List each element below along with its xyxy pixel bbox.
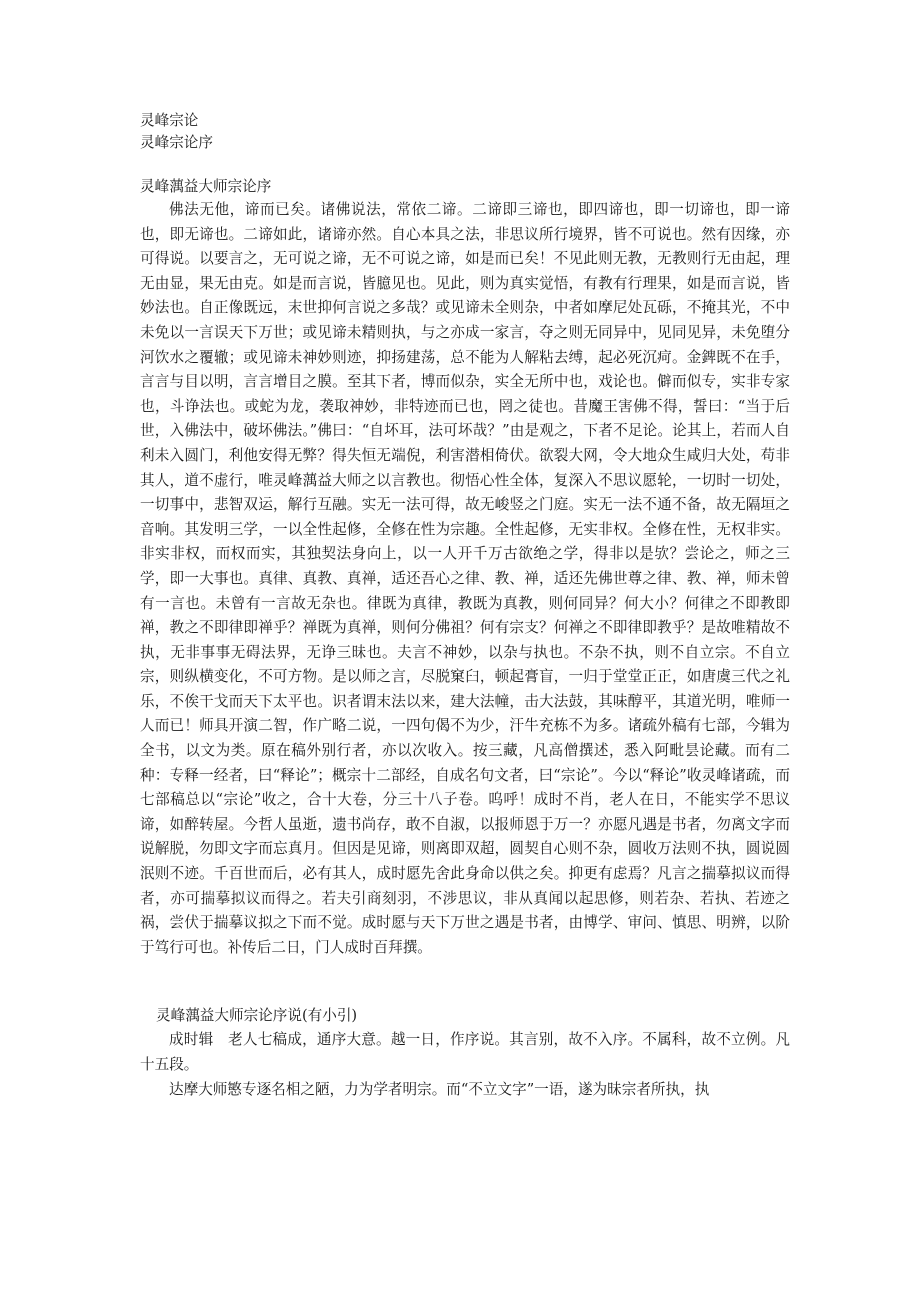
preface-heading: 灵峰蕅益大师宗论序 [140, 178, 272, 195]
document-page [140, 110, 790, 1102]
preface-body: 佛法无他，谛而已矣。诸佛说法，常依二谛。二谛即三谛也，即四谛也，即一切谛也，即一谛也，即无谛也。二谛如此，诸谛亦然。自心本具之法，非思议所行境界，皆不可说也。然有因缘，亦可得说。以要言之，无可说之谛，无不可说之谛，如是而已矣！不见此则无教，无教则行无由起，理无由显，果无由克。如是而言说，皆臆见也。见此，则为真实觉悟，有教有行理果，如是而言说，皆妙法也。自正像既远，末世抑何言说之多哉？或见谛未全则杂，中者如摩尼处瓦砾，不掩其光，不中未免以一言误天下万世；或见谛未精则执，与之亦成一家言，夺之则无同异中，见同见异，未免堕分河饮水之覆辙；或见谛未神妙则迹，抑扬建荡，总不能为人解粘去缚，起必死沉疴。金錍既不在手，言言与目以明，言言增目之膜。至其下者，博而似杂，实全无所中也，戏论也。僻而似专，实非专家也，斗诤法也。或蛇为龙，袭取神妙，非特迹而已也，罔之徒也。昔魔王害佛不得，誓曰：“当于后世，入佛法中，破坏佛法。”佛曰：“自坏耳，法可坏哉？”由是观之，下者不足论。论其上，若而人自利未入圆门，利他安得无弊？得失恒无端倪，利害潜相倚伏。欲裂大网，令大地众生咸归大处，苟非其人，道不虚行，唯灵峰蕅益大师之以言教也。彻悟心性全体，复深入不思议愿轮，一切时一切处，一切事中，悲智双运，解行互融。实无一法可得，故无峻竖之门庭。实无一法不通不备，故无隔垣之音响。其发明三学，一以全性起修，全修在性为宗趣。全性起修，无实非权。全修在性，无权非实。非实非权，而权而实，其独契法身向上，以一人开千万古欲绝之学，得非以是欤？尝论之，师之三学，即一大事也。真律、真教、真禅，适还吾心之律、教、禅，适还先佛世尊之律、教、禅，师未曾有一言也。未曾有一言故无杂也。律既为真律，教既为真教，则何同异？何大小？何律之不即教即禅，教之不即律即禅乎？禅既为真禅，则何分佛祖？何有宗支？何禅之不即律即教乎？是故唯精故不执，无非事事无碍法界，无诤三昧也。夫言不神妙，以杂与执也。不杂不执，则不自立宗。不自立宗，则纵横变化，不可方物。是以师之言，尽脱窠臼，顿起膏盲，一归于堂堂正正，如唐虞三代之礼乐，不俟干戈而天下太平也。识者谓末法以来，建大法幢，击大法鼓，其味醇平，其道光明，唯师一人而已！师具开演二智，作广略二说，一四句偈不为少，汗牛充栋不为多。诸疏外稿有七部，今辑为全书，以文为类。原在稿外别行者，亦以次收入。按三藏，凡高僧撰述，悉入阿毗昙论藏。而有二种：专释一经者，曰“释论”；概宗十二部经，自成名句文者，曰“宗论”。今以“释论”收灵峰诸疏，而七部稿总以“宗论”收之，合十大卷，分三十八子卷。呜呼！成时不肖，老人在日，不能实学不思议谛，如醉转屋。今哲人虽逝，遗书尚存，敢不自淑，以报师恩于万一？亦愿凡遇是书者，勿离文字而说解脱，勿即文字而忘真月。但因是见谛，则离即双超，圆契自心则不杂，圆收万法则不执，圆说圆泯则不迹。千百世而后，必有其人，成时愿先舍此身命以供之矣。抑更有虑焉？凡言之揣摹拟议而得者，亦可揣摹拟议而得之。若夫引商刻羽，不涉思议，非从真闻以起思修，则若杂、若执、若迹之祸，尝伏于揣摹议拟之下而不觉。成时愿与天下万世之遇是书者，由博学、审问、慎思、明辨，以阶于笃行可也。补传后二日，门人成时百拜撰。 [140, 201, 790, 956]
book-title: 灵峰宗论 [140, 112, 199, 129]
preface-explanation-paragraph: 成时辑 老人七稿成，通序大意。越一日，作序说。其言别，故不入序。不属科，故不立例。凡十五段。 [140, 1031, 790, 1073]
spacer [140, 154, 790, 176]
preface-explanation-paragraph: 达摩大师慜专逐名相之陋，力为学者明宗。而“不立文字”一语，遂为昧宗者所执，执 [169, 1080, 710, 1098]
spacer [140, 960, 790, 1004]
preface-explanation-heading: 灵峰蕅益大师宗论序说(有小引) [156, 1007, 358, 1025]
book-subtitle: 灵峰宗论序 [140, 134, 213, 151]
